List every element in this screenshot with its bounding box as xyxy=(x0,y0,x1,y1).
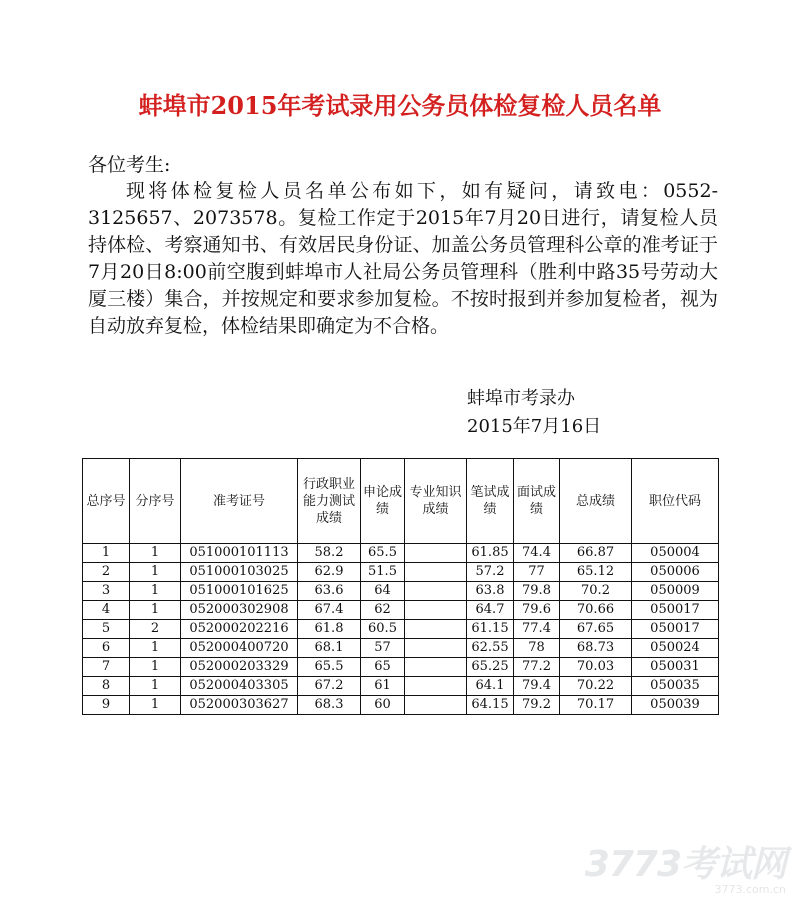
table-cell: 78 xyxy=(514,639,560,658)
notice-body: 现将体检复检人员名单公布如下，如有疑问，请致电：0552-3125657、2073578。复检工作定于2015年7月20日进行，请复检人员持体检、考察通知书、有效居民身份证、加盖公务员管理科公章的准考证于7月20日8:00前空腹到蚌埠市人社局公务员管理科（胜利中路35号劳动大厦三楼）集合，并按规定和要求参加复检。不按时报到并参加复检者，视为自动放弃复检，体检结果即确定为不合格。 xyxy=(88,180,718,337)
column-header: 分序号 xyxy=(130,459,181,544)
table-cell: 51.5 xyxy=(361,563,405,582)
table-cell: 57 xyxy=(361,639,405,658)
table-row xyxy=(83,696,719,715)
table-cell: 050024 xyxy=(632,639,719,658)
table-cell: 63.6 xyxy=(298,582,361,601)
table-cell xyxy=(405,563,467,582)
column-header: 专业知识成绩 xyxy=(405,459,467,544)
table-cell: 65.5 xyxy=(361,544,405,563)
table-cell: 64.15 xyxy=(467,696,514,715)
table-cell: 1 xyxy=(130,544,181,563)
table-row xyxy=(83,658,719,677)
table-cell xyxy=(405,544,467,563)
table-cell: 1 xyxy=(130,658,181,677)
table-cell: 70.17 xyxy=(560,696,632,715)
column-header: 总成绩 xyxy=(560,459,632,544)
table-cell: 70.66 xyxy=(560,601,632,620)
table-cell: 052000302908 xyxy=(181,601,298,620)
table-cell: 70.03 xyxy=(560,658,632,677)
signature-date: 2015年7月16日 xyxy=(467,416,602,437)
table-cell: 050017 xyxy=(632,620,719,639)
table-cell: 3 xyxy=(83,582,130,601)
table-cell: 1 xyxy=(130,639,181,658)
table-cell: 051000103025 xyxy=(181,563,298,582)
table-cell: 050031 xyxy=(632,658,719,677)
table-cell: 63.8 xyxy=(467,582,514,601)
table-cell xyxy=(405,582,467,601)
table-cell: 1 xyxy=(130,601,181,620)
greeting: 各位考生: xyxy=(88,154,171,176)
table-cell: 68.1 xyxy=(298,639,361,658)
table-cell: 1 xyxy=(130,677,181,696)
column-header: 职位代码 xyxy=(632,459,719,544)
table-cell: 052000403305 xyxy=(181,677,298,696)
table-cell: 61 xyxy=(361,677,405,696)
table-row xyxy=(83,639,719,658)
table-cell: 4 xyxy=(83,601,130,620)
table-cell: 051000101625 xyxy=(181,582,298,601)
table-cell: 052000203329 xyxy=(181,658,298,677)
table-cell: 62.55 xyxy=(467,639,514,658)
table-row xyxy=(83,563,719,582)
table-cell: 65.12 xyxy=(560,563,632,582)
table-cell xyxy=(405,601,467,620)
table-cell: 052000400720 xyxy=(181,639,298,658)
table-cell: 052000303627 xyxy=(181,696,298,715)
table-cell: 051000101113 xyxy=(181,544,298,563)
table-cell: 1 xyxy=(83,544,130,563)
table-cell: 58.2 xyxy=(298,544,361,563)
column-header: 申论成绩 xyxy=(361,459,405,544)
table-cell: 74.4 xyxy=(514,544,560,563)
table-cell: 60.5 xyxy=(361,620,405,639)
table-cell: 2 xyxy=(83,563,130,582)
table-cell: 050004 xyxy=(632,544,719,563)
table-cell xyxy=(405,696,467,715)
table-cell: 65 xyxy=(361,658,405,677)
table-cell: 8 xyxy=(83,677,130,696)
table-cell: 68.3 xyxy=(298,696,361,715)
table-cell: 79.6 xyxy=(514,601,560,620)
watermark-url: 3773.com.cn xyxy=(714,883,786,896)
table-cell: 79.2 xyxy=(514,696,560,715)
table-cell: 7 xyxy=(83,658,130,677)
column-header: 面试成绩 xyxy=(514,459,560,544)
table-cell: 1 xyxy=(130,696,181,715)
table-cell: 050039 xyxy=(632,696,719,715)
table-body xyxy=(83,544,719,715)
candidate-table xyxy=(82,458,719,715)
table-cell: 1 xyxy=(130,582,181,601)
table-cell xyxy=(405,639,467,658)
column-header: 行政职业能力测试成绩 xyxy=(298,459,361,544)
table-cell: 57.2 xyxy=(467,563,514,582)
column-header: 总序号 xyxy=(83,459,130,544)
table-cell: 68.73 xyxy=(560,639,632,658)
table-cell: 67.4 xyxy=(298,601,361,620)
table-cell: 62.9 xyxy=(298,563,361,582)
table-row xyxy=(83,601,719,620)
table-cell: 64.1 xyxy=(467,677,514,696)
table-cell: 61.85 xyxy=(467,544,514,563)
table-cell xyxy=(405,677,467,696)
table-cell: 64.7 xyxy=(467,601,514,620)
table-cell: 60 xyxy=(361,696,405,715)
table-cell: 62 xyxy=(361,601,405,620)
table-cell: 77.2 xyxy=(514,658,560,677)
table-cell: 65.5 xyxy=(298,658,361,677)
table-cell: 050006 xyxy=(632,563,719,582)
table-cell: 77 xyxy=(514,563,560,582)
table-cell: 79.8 xyxy=(514,582,560,601)
table-row xyxy=(83,544,719,563)
watermark xyxy=(585,836,786,896)
watermark-logo: 3773考试网 xyxy=(584,844,786,885)
table-cell: 64 xyxy=(361,582,405,601)
table-cell: 6 xyxy=(83,639,130,658)
table-cell: 2 xyxy=(130,620,181,639)
table-cell: 050009 xyxy=(632,582,719,601)
table-cell: 052000202216 xyxy=(181,620,298,639)
table-cell: 67.2 xyxy=(298,677,361,696)
table-cell xyxy=(405,620,467,639)
table-cell xyxy=(405,658,467,677)
column-header: 准考证号 xyxy=(181,459,298,544)
table-row xyxy=(83,677,719,696)
table-cell: 66.87 xyxy=(560,544,632,563)
table-cell: 77.4 xyxy=(514,620,560,639)
table-header-row xyxy=(83,459,719,544)
table-cell: 5 xyxy=(83,620,130,639)
table-row xyxy=(83,582,719,601)
table-cell: 1 xyxy=(130,563,181,582)
table-cell: 9 xyxy=(83,696,130,715)
table-row xyxy=(83,620,719,639)
table-cell: 65.25 xyxy=(467,658,514,677)
table-cell: 67.65 xyxy=(560,620,632,639)
page-title: 蚌埠市2015年考试录用公务员体检复检人员名单 xyxy=(138,91,662,120)
column-header: 笔试成绩 xyxy=(467,459,514,544)
table-cell: 050017 xyxy=(632,601,719,620)
table-cell: 61.15 xyxy=(467,620,514,639)
table-cell: 61.8 xyxy=(298,620,361,639)
table-cell: 79.4 xyxy=(514,677,560,696)
table-cell: 70.22 xyxy=(560,677,632,696)
table-cell: 70.2 xyxy=(560,582,632,601)
table-cell: 050035 xyxy=(632,677,719,696)
signature-org: 蚌埠市考录办 xyxy=(467,388,575,409)
